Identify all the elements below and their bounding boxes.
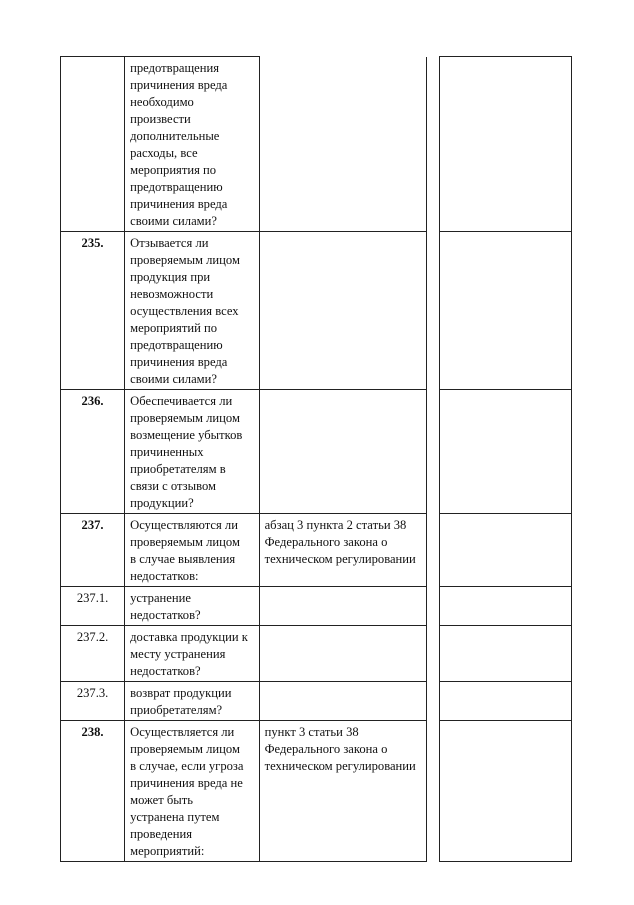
row-number: 238. (61, 721, 125, 862)
question-text: Осуществляется ли проверяемым лицом в случае, если угроза причинения вреда не может быть устранена путем проведения мероприятий: (125, 721, 259, 862)
law-reference (259, 57, 427, 232)
row-number: 237.3. (61, 682, 125, 721)
table-row (61, 57, 572, 232)
row-number: 237. (61, 514, 125, 587)
answer-cell[interactable] (439, 514, 571, 587)
table-row (61, 390, 572, 514)
row-number: 236. (61, 390, 125, 514)
law-reference (259, 626, 427, 682)
question-text: Обеспечивается ли проверяемым лицом возмещение убытков причиненных приобретателям в связи с отзывом продукции? (125, 390, 259, 514)
question-text: Осуществляются ли проверяемым лицом в случае выявления недостатков: (125, 514, 259, 587)
answer-cell[interactable] (439, 57, 571, 232)
answer-cell[interactable] (439, 232, 571, 390)
table-row (61, 626, 572, 682)
answer-cell[interactable] (439, 587, 571, 626)
law-reference (259, 390, 427, 514)
table-row (61, 587, 572, 626)
question-text: доставка продукции к месту устранения недостатков? (125, 626, 259, 682)
row-number: 237.2. (61, 626, 125, 682)
answer-cell[interactable] (439, 390, 571, 514)
question-text: предотвращения причинения вреда необходимо произвести дополнительные расходы, все мероприятия по предотвращению причинения вреда своими силами? (125, 57, 259, 232)
question-text: возврат продукции приобретателям? (125, 682, 259, 721)
row-number: 235. (61, 232, 125, 390)
law-reference (259, 682, 427, 721)
law-reference (259, 232, 427, 390)
row-number: 237.1. (61, 587, 125, 626)
law-reference: пункт 3 статьи 38 Федерального закона о техническом регулировании (259, 721, 427, 862)
question-text: Отзывается ли проверяемым лицом продукция при невозможности осуществления всех мероприятий по предотвращению причинения вреда своими силами? (125, 232, 259, 390)
answer-cell[interactable] (439, 626, 571, 682)
table-row (61, 232, 572, 390)
table-row (61, 682, 572, 721)
table-row (61, 721, 572, 862)
law-reference (259, 587, 427, 626)
answer-cell[interactable] (439, 721, 571, 862)
row-number (61, 57, 125, 232)
checklist-table (60, 56, 572, 862)
law-reference: абзац 3 пункта 2 статьи 38 Федерального закона о техническом регулировании (259, 514, 427, 587)
answer-cell[interactable] (439, 682, 571, 721)
question-text: устранение недостатков? (125, 587, 259, 626)
table-row (61, 514, 572, 587)
